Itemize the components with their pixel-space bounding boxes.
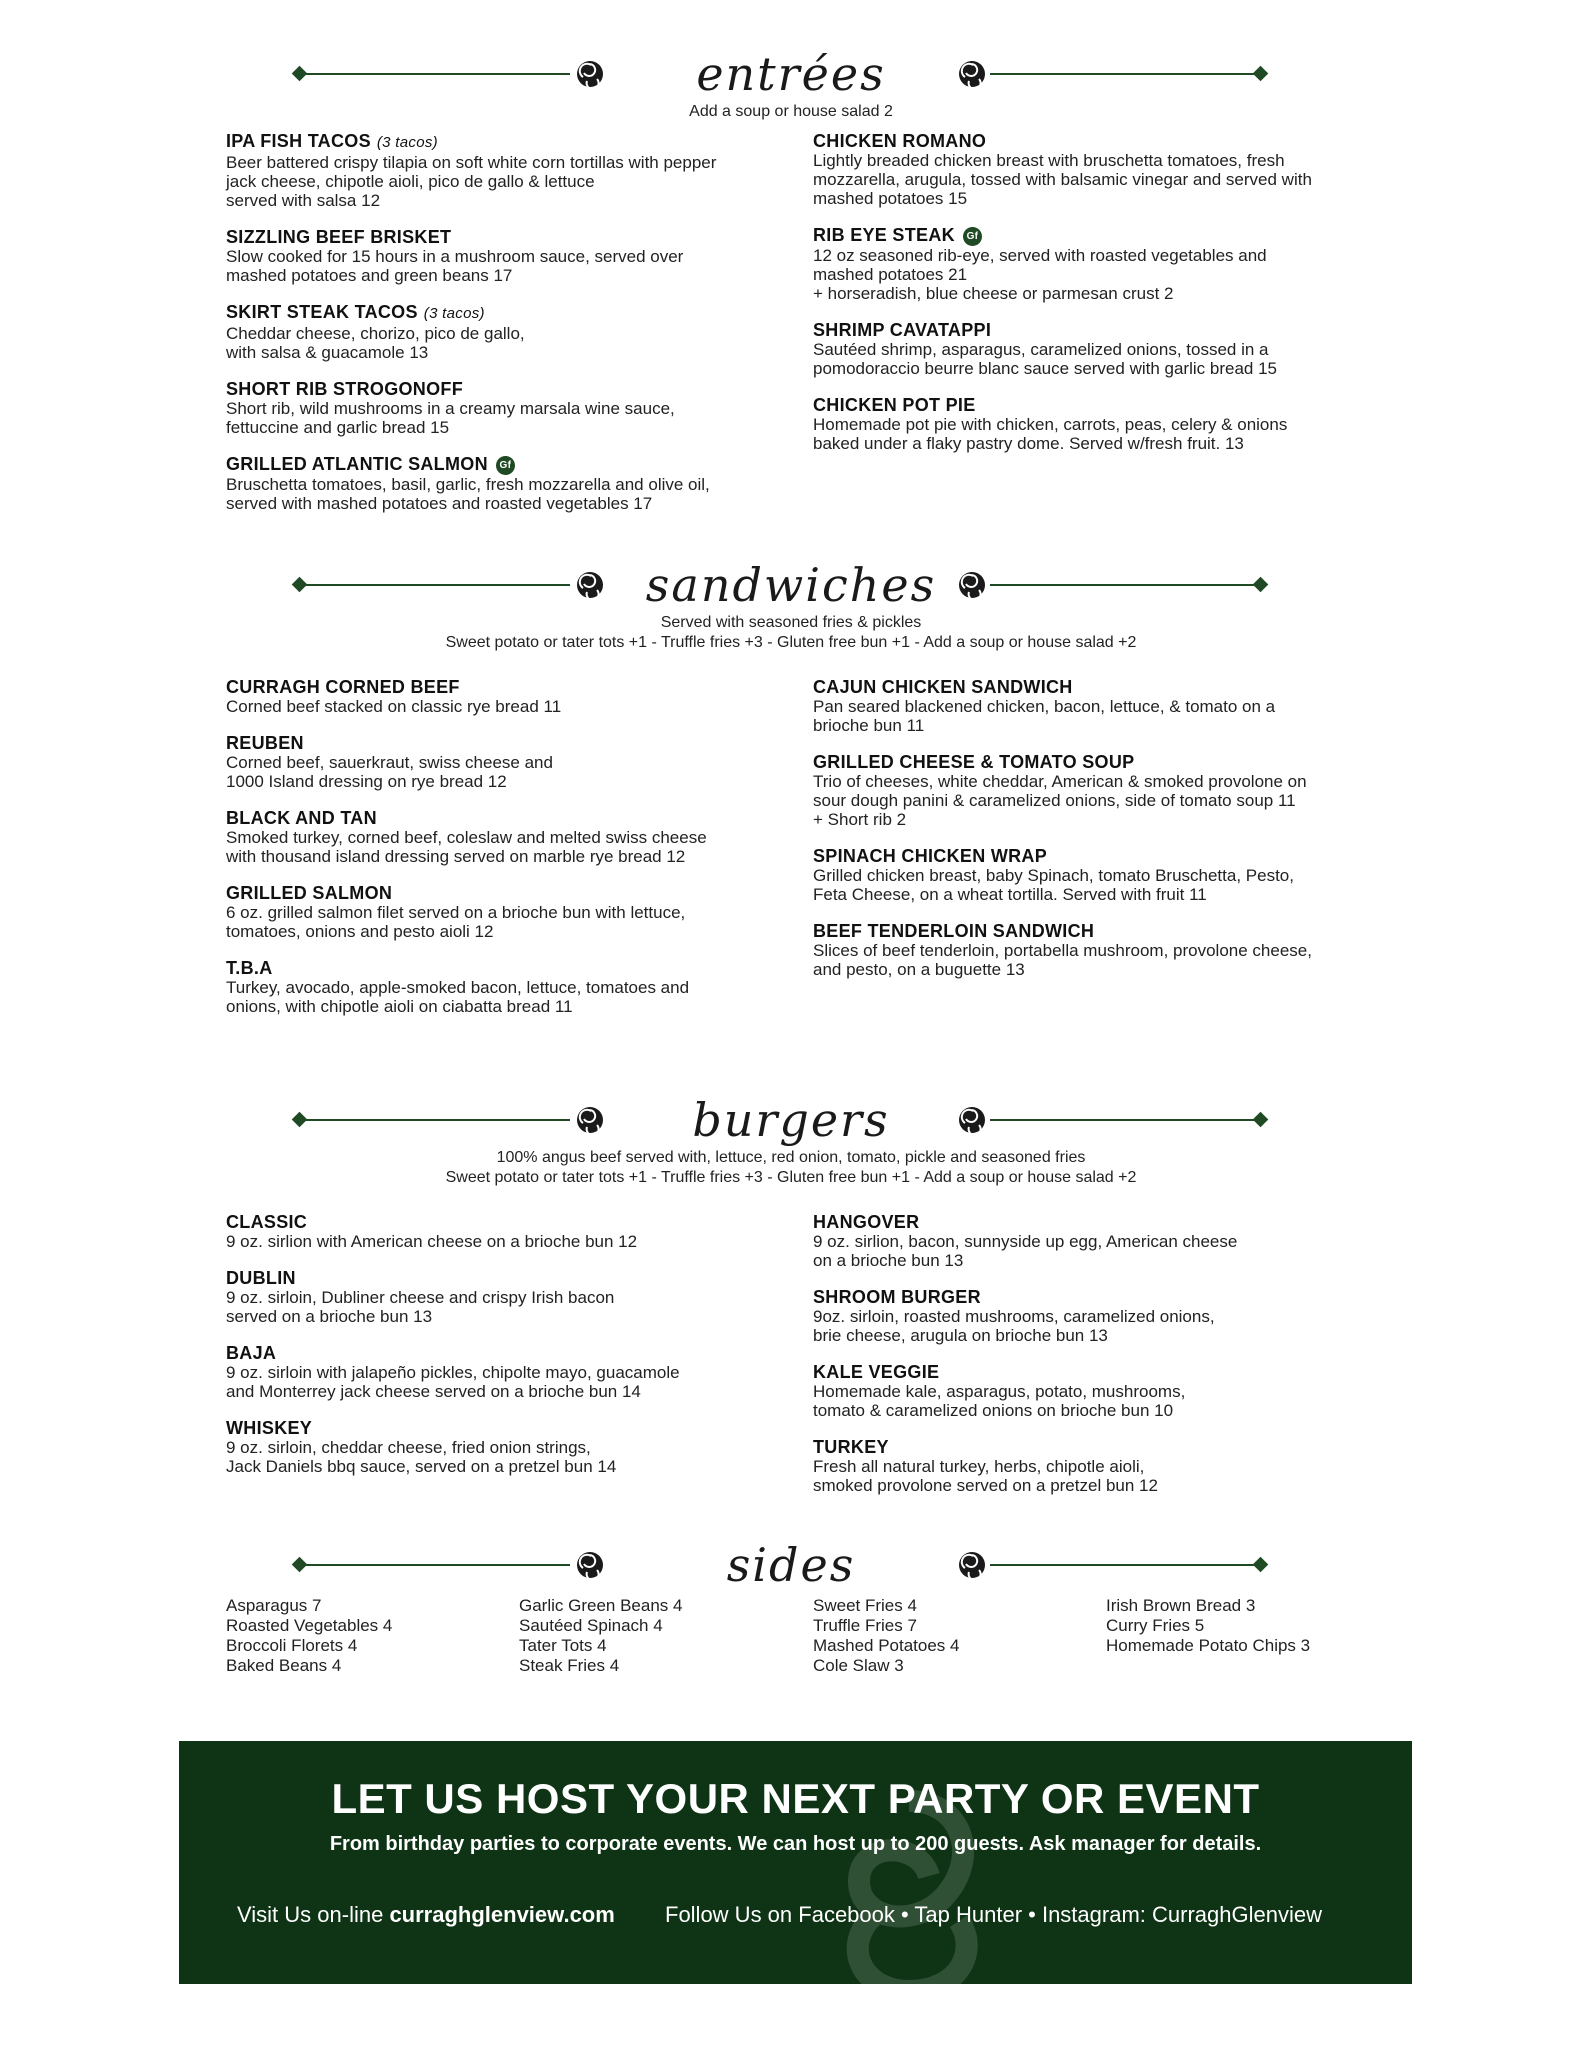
menu-item-title: T.B.A: [226, 958, 273, 978]
entrees-subtitle: Add a soup or house salad 2: [689, 103, 893, 120]
menu-item-description: Corned beef stacked on classic rye bread 11: [226, 697, 562, 716]
menu-item-description: 9 oz. sirloin, Dubliner cheese and crispy Irish bacon: [226, 1288, 615, 1307]
menu-item-title: BAJA: [226, 1343, 277, 1363]
menu-item-description: served on a brioche bun 13: [226, 1307, 433, 1326]
menu-item-name: [813, 395, 1378, 415]
menu-item-description: Homemade kale, asparagus, potato, mushrooms,: [813, 1382, 1186, 1401]
sandwiches-right-column: [813, 677, 1378, 996]
menu-item-description: on a brioche bun 13: [813, 1251, 964, 1270]
menu-item-description: Fresh all natural turkey, herbs, chipotle aioli,: [813, 1457, 1145, 1476]
menu-item-name: [226, 1212, 791, 1232]
menu-item-description: 9 oz. sirloin, cheddar cheese, fried onion strings,: [226, 1438, 591, 1457]
menu-item-name: [813, 846, 1378, 866]
menu-item-description: 6 oz. grilled salmon filet served on a brioche bun with lettuce,: [226, 903, 686, 922]
menu-item-description: pomodoraccio beurre blanc sauce served with garlic bread 15: [813, 359, 1277, 378]
burgers-right-column: [813, 1212, 1378, 1512]
menu-item-description: Jack Daniels bbq sauce, served on a pretzel bun 14: [226, 1457, 617, 1476]
menu-item-name: [813, 1287, 1378, 1307]
menu-item-description: Slow cooked for 15 hours in a mushroom sauce, served over: [226, 247, 684, 266]
menu-item-name: [813, 225, 1378, 246]
celtic-knot-icon: [957, 1550, 987, 1580]
events-banner: [179, 1741, 1412, 1984]
menu-item-name: [226, 131, 791, 153]
menu-item-title: BEEF TENDERLOIN SANDWICH: [813, 921, 1095, 941]
menu-item: [813, 1287, 1378, 1345]
menu-item-name: [226, 302, 791, 324]
menu-item-description: baked under a flaky pastry dome. Served w/fresh fruit. 13: [813, 434, 1244, 453]
menu-item: [226, 958, 791, 1016]
gluten-free-badge-icon: Gf: [496, 456, 515, 475]
menu-item: [813, 395, 1378, 453]
menu-item-description: onions, with chipotle aioli on ciabatta bread 11: [226, 997, 573, 1016]
menu-item-name: [226, 1268, 791, 1288]
menu-item-description: mashed potatoes 21: [813, 265, 968, 284]
sandwiches-left-column: [226, 677, 791, 1033]
menu-item-title: CLASSIC: [226, 1212, 308, 1232]
divider-line: [990, 584, 1260, 586]
menu-item-title: GRILLED SALMON: [226, 883, 393, 903]
banner-subtitle: From birthday parties to corporate events. We can host up to 200 guests. Ask manager for details.: [329, 1833, 1262, 1855]
menu-item: [813, 1362, 1378, 1420]
menu-item-description: Beer battered crispy tilapia on soft white corn tortillas with pepper: [226, 153, 717, 172]
menu-item-description: Smoked turkey, corned beef, coleslaw and melted swiss cheese: [226, 828, 707, 847]
menu-item-name: [813, 320, 1378, 340]
menu-item-description: tomatoes, onions and pesto aioli 12: [226, 922, 494, 941]
divider-line: [990, 1564, 1260, 1566]
menu-item-title: REUBEN: [226, 733, 304, 753]
menu-item-title: HANGOVER: [813, 1212, 920, 1232]
follow-us-text: Follow Us on Facebook • Tap Hunter • Instagram: CurraghGlenview: [665, 1902, 1322, 1927]
menu-item-name: [226, 227, 791, 247]
menu-item-name: [813, 1362, 1378, 1382]
menu-item-title: KALE VEGGIE: [813, 1362, 940, 1382]
menu-item-description: sour dough panini & caramelized onions, side of tomato soup 11: [813, 791, 1296, 810]
burgers-options: Sweet potato or tater tots +1 - Truffle fries +3 - Gluten free bun +1 - Add a soup or house salad +2: [445, 1169, 1137, 1186]
menu-item-title: SIZZLING BEEF BRISKET: [226, 227, 452, 247]
entrees-left-column: [226, 131, 791, 530]
menu-item-title: SKIRT STEAK TACOS: [226, 302, 418, 322]
menu-item-description: Cheddar cheese, chorizo, pico de gallo,: [226, 324, 525, 343]
menu-item-description: served with salsa 12: [226, 191, 381, 210]
divider-line: [990, 73, 1260, 75]
menu-item: [813, 225, 1378, 303]
entrees-title: entrées: [696, 47, 886, 101]
menu-item: [813, 131, 1378, 208]
menu-item-description: Grilled chicken breast, baby Spinach, tomato Bruschetta, Pesto,: [813, 866, 1294, 885]
menu-item-description: 9oz. sirloin, roasted mushrooms, caramelized onions,: [813, 1307, 1215, 1326]
menu-item-description: 9 oz. sirloin with jalapeño pickles, chipolte mayo, guacamole: [226, 1363, 680, 1382]
menu-item-description: 9 oz. sirlion with American cheese on a brioche bun 12: [226, 1232, 638, 1251]
celtic-knot-icon: [957, 59, 987, 89]
menu-item-name: [226, 883, 791, 903]
menu-item: [813, 1212, 1378, 1270]
menu-item-name: [226, 1418, 791, 1438]
sides-title: sides: [726, 1538, 856, 1592]
sides-column: [813, 1596, 1103, 1676]
menu-item-description: served with mashed potatoes and roasted vegetables 17: [226, 494, 653, 513]
menu-item-name: [226, 677, 791, 697]
menu-item-title: SHROOM BURGER: [813, 1287, 981, 1307]
menu-item: [226, 454, 791, 513]
menu-item: [226, 883, 791, 941]
sandwiches-title: sandwiches: [645, 558, 937, 612]
menu-item: [226, 733, 791, 791]
side-item: Tater Tots 4: [519, 1636, 607, 1655]
menu-item-name: [813, 677, 1378, 697]
menu-item-title: GRILLED CHEESE & TOMATO SOUP: [813, 752, 1135, 772]
side-item: Sautéed Spinach 4: [519, 1616, 663, 1635]
menu-item-name: [813, 131, 1378, 151]
menu-item-description: Feta Cheese, on a wheat tortilla. Served with fruit 11: [813, 885, 1207, 904]
menu-item: [226, 379, 791, 437]
sides-section: [0, 1533, 1582, 1597]
burgers-title: burgers: [692, 1093, 890, 1147]
divider-line: [990, 1119, 1260, 1121]
menu-item: [226, 302, 791, 362]
menu-item-description: mashed potatoes 15: [813, 189, 968, 208]
menu-item-title: IPA FISH TACOS: [226, 131, 371, 151]
menu-item-description: + Short rib 2: [813, 810, 907, 829]
menu-item-description: Pan seared blackened chicken, bacon, lettuce, & tomato on a: [813, 697, 1276, 716]
sandwiches-header: [0, 553, 1582, 617]
sandwiches-subtitle: Served with seasoned fries & pickles: [660, 614, 922, 631]
website-link[interactable]: curraghglenview.com: [389, 1902, 615, 1927]
menu-item-description: Short rib, wild mushrooms in a creamy marsala wine sauce,: [226, 399, 675, 418]
sides-column: [519, 1596, 809, 1676]
menu-item-name: [813, 1212, 1378, 1232]
menu-item: [813, 677, 1378, 735]
menu-item-title: CAJUN CHICKEN SANDWICH: [813, 677, 1073, 697]
menu-item-description: Sautéed shrimp, asparagus, caramelized onions, tossed in a: [813, 340, 1269, 359]
menu-item-name: [226, 733, 791, 753]
menu-item: [226, 1268, 791, 1326]
menu-item-description: fettuccine and garlic bread 15: [226, 418, 450, 437]
menu-item-name: [226, 808, 791, 828]
sides-header: [0, 1533, 1582, 1597]
menu-item-description: Turkey, avocado, apple-smoked bacon, lettuce, tomatoes and: [226, 978, 690, 997]
menu-item-description: Trio of cheeses, white cheddar, American & smoked provolone on: [813, 772, 1307, 791]
menu-item-name: [813, 752, 1378, 772]
menu-item-title: WHISKEY: [226, 1418, 313, 1438]
menu-item-note: (3 tacos): [376, 134, 438, 151]
menu-item-description: and Monterrey jack cheese served on a brioche bun 14: [226, 1382, 641, 1401]
menu-item-name: [226, 379, 791, 399]
side-item: Roasted Vegetables 4: [226, 1616, 393, 1635]
menu-item-name: [226, 958, 791, 978]
menu-item-description: Homemade pot pie with chicken, carrots, peas, celery & onions: [813, 415, 1288, 434]
menu-item-description: and pesto, on a buguette 13: [813, 960, 1025, 979]
visit-us-text: [237, 1902, 615, 1928]
menu-item-title: SHRIMP CAVATAPPI: [813, 320, 992, 340]
menu-item-description: 1000 Island dressing on rye bread 12: [226, 772, 507, 791]
side-item: Garlic Green Beans 4: [519, 1596, 683, 1615]
side-item: Broccoli Florets 4: [226, 1636, 358, 1655]
banner-title: LET US HOST YOUR NEXT PARTY OR EVENT: [331, 1775, 1260, 1822]
menu-item-title: SHORT RIB STROGONOFF: [226, 379, 463, 399]
menu-item-title: GRILLED ATLANTIC SALMON: [226, 454, 488, 474]
burgers-section: [0, 1088, 1582, 1495]
sides-column: [1106, 1596, 1396, 1656]
menu-item-description: with salsa & guacamole 13: [226, 343, 429, 362]
menu-item-name: [226, 1343, 791, 1363]
celtic-knot-icon: [957, 1105, 987, 1135]
menu-item-description: Corned beef, sauerkraut, swiss cheese and: [226, 753, 553, 772]
menu-item-title: BLACK AND TAN: [226, 808, 377, 828]
menu-item: [813, 320, 1378, 378]
side-item: Sweet Fries 4: [813, 1596, 917, 1615]
side-item: Mashed Potatoes 4: [813, 1636, 960, 1655]
menu-item-title: TURKEY: [813, 1437, 889, 1457]
menu-item-title: SPINACH CHICKEN WRAP: [813, 846, 1048, 866]
menu-item-description: mashed potatoes and green beans 17: [226, 266, 513, 285]
menu-item: [226, 1343, 791, 1401]
menu-item-title: RIB EYE STEAK: [813, 225, 955, 245]
side-item: Baked Beans 4: [226, 1656, 342, 1675]
menu-item-title: CURRAGH CORNED BEEF: [226, 677, 460, 697]
menu-item: [226, 227, 791, 285]
menu-item-description: Lightly breaded chicken breast with bruschetta tomatoes, fresh: [813, 151, 1285, 170]
celtic-knot-icon: [957, 570, 987, 600]
menu-item-description: tomato & caramelized onions on brioche bun 10: [813, 1401, 1174, 1420]
menu-item-title: DUBLIN: [226, 1268, 296, 1288]
side-item: Irish Brown Bread 3: [1106, 1596, 1256, 1615]
entrees-section: [0, 42, 1582, 513]
menu-item-description: smoked provolone served on a pretzel bun 12: [813, 1476, 1158, 1495]
burgers-header: [0, 1088, 1582, 1152]
menu-item-description: with thousand island dressing served on marble rye bread 12: [226, 847, 686, 866]
menu-item-description: mozzarella, arugula, tossed with balsamic vinegar and served with: [813, 170, 1312, 189]
menu-item-description: brie cheese, arugula on brioche bun 13: [813, 1326, 1108, 1345]
burgers-left-column: [226, 1212, 791, 1493]
entrees-right-column: [813, 131, 1378, 470]
side-item: Cole Slaw 3: [813, 1656, 904, 1675]
menu-item-description: Slices of beef tenderloin, portabella mushroom, provolone cheese,: [813, 941, 1312, 960]
menu-item-description: 9 oz. sirlion, bacon, sunnyside up egg, American cheese: [813, 1232, 1238, 1251]
menu-item: [226, 1418, 791, 1476]
menu-item: [226, 131, 791, 210]
sides-column: [226, 1596, 516, 1676]
visit-prefix: Visit Us on-line: [237, 1902, 390, 1927]
menu-item: [226, 1212, 791, 1251]
menu-item-name: [226, 454, 791, 475]
side-item: Truffle Fries 7: [813, 1616, 917, 1635]
menu-item-description: brioche bun 11: [813, 716, 925, 735]
menu-item: [226, 808, 791, 866]
menu-item: [813, 752, 1378, 829]
menu-item-title: CHICKEN ROMANO: [813, 131, 987, 151]
menu-item-name: [813, 921, 1378, 941]
menu-item-name: [813, 1437, 1378, 1457]
menu-item-description: 12 oz seasoned rib-eye, served with roasted vegetables and: [813, 246, 1267, 265]
side-item: Asparagus 7: [226, 1596, 322, 1615]
menu-item-description: + horseradish, blue cheese or parmesan crust 2: [813, 284, 1174, 303]
side-item: Homemade Potato Chips 3: [1106, 1636, 1311, 1655]
menu-item-description: Bruschetta tomatoes, basil, garlic, fresh mozzarella and olive oil,: [226, 475, 710, 494]
gluten-free-badge-icon: Gf: [963, 227, 982, 246]
burgers-subtitle: 100% angus beef served with, lettuce, red onion, tomato, pickle and seasoned fries: [496, 1149, 1086, 1166]
sandwiches-section: [0, 553, 1582, 1016]
menu-item-description: jack cheese, chipotle aioli, pico de gallo & lettuce: [226, 172, 595, 191]
sandwiches-options: Sweet potato or tater tots +1 - Truffle fries +3 - Gluten free bun +1 - Add a soup or house salad +2: [445, 634, 1137, 651]
side-item: Steak Fries 4: [519, 1656, 620, 1675]
menu-item: [226, 677, 791, 716]
menu-item: [813, 1437, 1378, 1495]
menu-item: [813, 921, 1378, 979]
menu-item-note: (3 tacos): [423, 305, 485, 322]
side-item: Curry Fries 5: [1106, 1616, 1205, 1635]
menu-item-title: CHICKEN POT PIE: [813, 395, 976, 415]
menu-item: [813, 846, 1378, 904]
entrees-header: [0, 42, 1582, 106]
